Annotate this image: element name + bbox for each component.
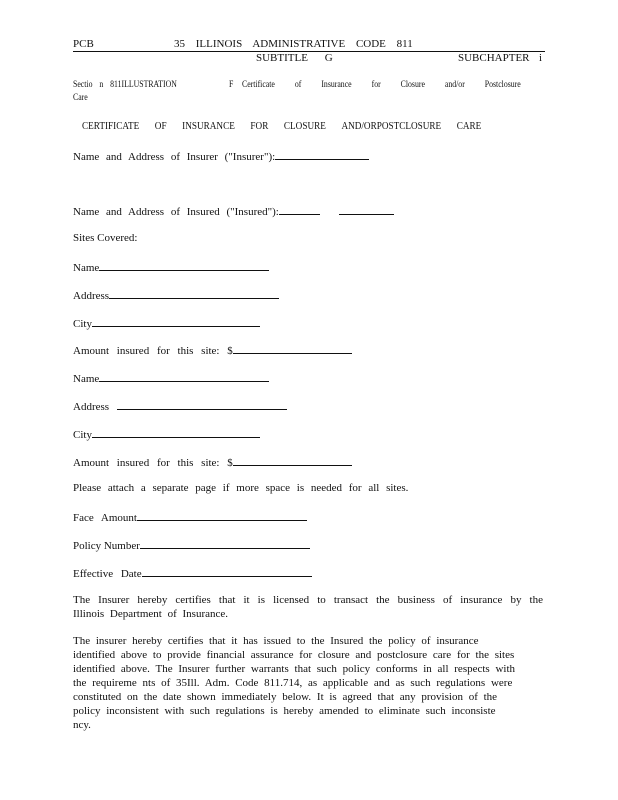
face-amount-blank[interactable] xyxy=(137,510,307,521)
face-amount-field xyxy=(73,510,307,524)
section-description: Certificate of Insurance for Closure and/or Postclosure xyxy=(242,80,521,90)
certification-paragraph: The insurer hereby certifies that it has issued to the Insured the policy of insurance identified above to provide financial assurance for closure and postclosure care for the sites identified above. The Insurer further warrants that such policy conforms in all respects with the requireme nts of 35Ill. Adm. Code 811.714, as applicable and as such regulations were constituted on the date shown immediately below. It is agreed that any provision of the policy inconsistent with such regulations is hereby amended to eliminate such inconsiste ncy. xyxy=(73,635,516,731)
site1-amount-blank[interactable] xyxy=(233,343,352,354)
site2-name-blank[interactable] xyxy=(99,371,269,382)
effective-date-field xyxy=(73,566,312,580)
header-subtitle: SUBTITLE G xyxy=(256,52,333,64)
form-title-word: AND/ORPOSTCLOSURE xyxy=(341,121,442,132)
site2-city-label: City xyxy=(73,429,92,441)
form-title-word: INSURANCE xyxy=(182,121,235,132)
licensing-paragraph: The Insurer hereby certifies that it is licensed to transact the business of insurance by the Illinois Department of Insurance. xyxy=(73,594,543,620)
site2-city-blank[interactable] xyxy=(92,427,260,438)
sites-covered-label: Sites Covered: xyxy=(73,232,138,244)
site1-name-blank[interactable] xyxy=(99,260,269,271)
site1-city-blank[interactable] xyxy=(92,316,260,327)
insured-field xyxy=(73,204,394,218)
header-subchapter-suffix: i xyxy=(539,52,543,64)
site2-amount-blank[interactable] xyxy=(233,455,352,466)
attach-note: Please attach a separate page if more space is needed for all sites. xyxy=(73,482,409,494)
site2-amount-label: Amount insured for this site: $ xyxy=(73,457,233,469)
form-title-word: OF xyxy=(154,121,167,132)
site1-amount-label: Amount insured for this site: $ xyxy=(73,345,233,357)
site2-address-blank[interactable] xyxy=(117,399,287,410)
effective-date-label: Effective Date xyxy=(73,568,142,580)
site1-address-label: Address xyxy=(73,290,110,302)
site1-address-field xyxy=(73,288,279,302)
site1-name-field xyxy=(73,260,269,274)
site2-name-label: Name xyxy=(73,373,100,385)
site2-city-field xyxy=(73,427,260,441)
site2-address-label: Address xyxy=(73,401,110,413)
site2-amount-field xyxy=(73,455,352,469)
insurer-blank[interactable] xyxy=(275,149,369,160)
section-wrap: Care xyxy=(73,93,88,103)
insured-blank-2[interactable] xyxy=(339,204,394,215)
site1-address-blank[interactable] xyxy=(109,288,279,299)
site1-name-label: Name xyxy=(73,262,100,274)
section-letter: F xyxy=(229,80,234,90)
site1-city-label: City xyxy=(73,318,92,330)
insured-label: Name and Address of Insured ("Insured"): xyxy=(73,206,279,218)
form-title-word: CARE xyxy=(456,121,482,132)
section-prefix: Sectio n 811ILLUSTRATION xyxy=(73,80,177,90)
policy-number-blank[interactable] xyxy=(140,538,310,549)
form-title-word: FOR xyxy=(250,121,269,132)
insurer-field xyxy=(73,149,369,163)
site2-address-field xyxy=(73,399,287,413)
site1-amount-field xyxy=(73,343,352,357)
form-title-word: CLOSURE xyxy=(283,121,326,132)
header-subchapter: SUBCHAPTER xyxy=(458,52,530,64)
policy-number-field xyxy=(73,538,310,552)
header-pcb: PCB xyxy=(73,38,94,50)
site1-city-field xyxy=(73,316,260,330)
insured-blank-1[interactable] xyxy=(279,204,320,215)
face-amount-label: Face Amount xyxy=(73,512,137,524)
form-title xyxy=(82,121,481,132)
form-title-word: CERTIFICATE xyxy=(82,121,140,132)
site2-name-field xyxy=(73,371,269,385)
header-code-title: 35 ILLINOIS ADMINISTRATIVE CODE 811 xyxy=(174,38,413,50)
effective-date-blank[interactable] xyxy=(142,566,312,577)
policy-number-label: Policy Number xyxy=(73,540,140,552)
insurer-label: Name and Address of Insurer ("Insurer"): xyxy=(73,151,276,163)
